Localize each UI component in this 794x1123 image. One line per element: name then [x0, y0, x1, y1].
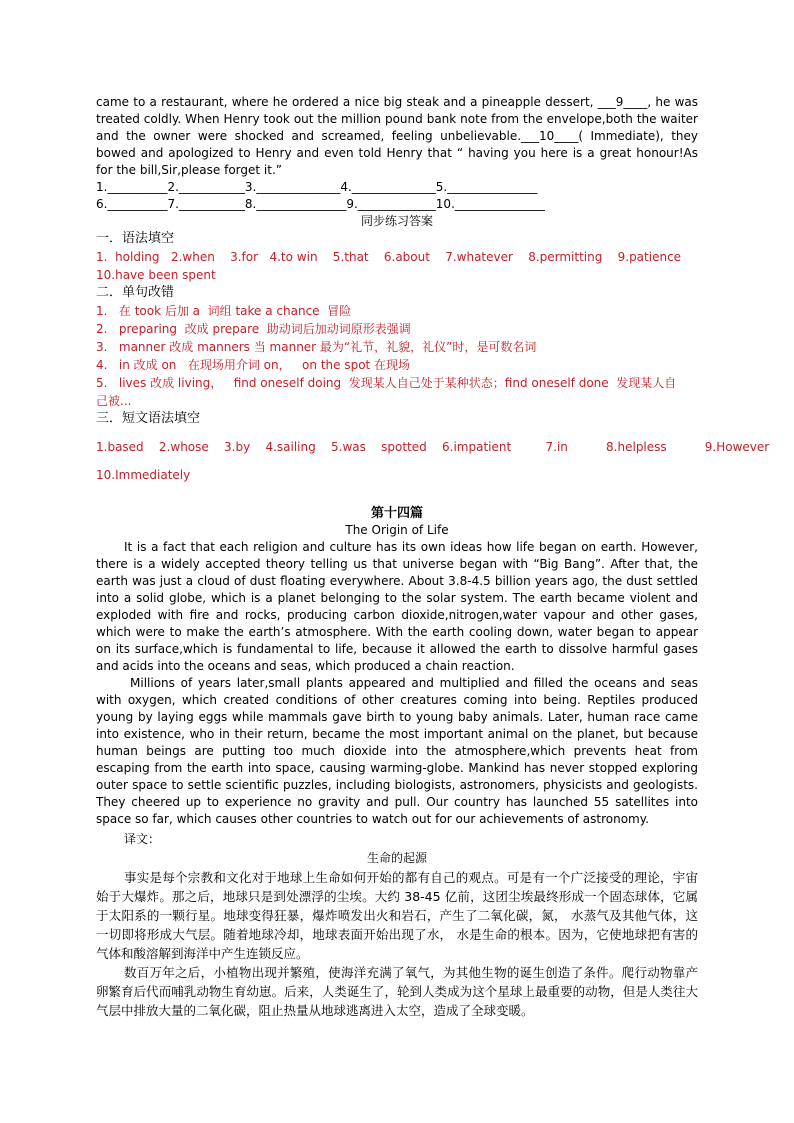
answers-title: 同步练习答案: [360, 214, 433, 228]
article-title: The Origin of Life: [345, 523, 449, 537]
section3-answers-line1: 1.based 2.whose 3.by 4.sailing 5.was spotted 6.impatient 7.in 8.helpless 9.However: [96, 440, 770, 454]
article-paragraph-1: It is a fact that each religion and culture has its own ideas how life began on earth. However, there is a widely accepted theory telling us that universe began with “Big Bang”. After that, the earth was just a cloud of dust floating everywhere. About 3.8-4.5 billion years ago, the dust settled into a solid globe, which is a planet belonging to the solar system. The earth became violent and exploded with fire and rocks, producing carbon dioxide,nitrogen,water vapour and other gases, which were to make the earth’s atmosphere. With the earth cooling down, water began to appear on its surface,which is fundamental to life, because it allowed the earth to dissolve harmful gases and acids into the oceans and seas, which produced a chain reaction.: [96, 540, 698, 673]
document-page: [96, 94, 770, 1020]
translation-paragraph-2: 数百万年之后，小植物出现并繁殖，使海洋充满了氧气，为其他生物的诞生创造了条件。爬行动物靠产卵繁育后代而哺乳动物生育幼崽。后来，人类诞生了，轮到人类成为这个星球上最重要的动物，但是人类往大气层中排放大量的二氧化碳，阻止热量从地球逃离进入太空，造成了全球变暖。: [96, 965, 698, 1018]
section2-item-2: 2. preparing 改成 prepare 助动词后加动词原形表强调: [96, 322, 411, 336]
section3-answers-line2: 10.Immediately: [96, 468, 191, 482]
section1-heading: 一．语法填空: [96, 231, 175, 246]
passage-tail: came to a restaurant, where he ordered a nice big steak and a pineapple dessert, ___9____, he was treated coldly. When Henry took out the million pound bank note from the envelope,both the waiter and the owner were shocked and screamed, feeling unbelievable.___10____( Immediate), they bowed and apologized to Henry and even told Henry that “ having you here is a great honour!As for the bill,Sir,please forget it.”: [96, 95, 698, 177]
article-paragraph-2: Millions of years later,small plants appeared and multiplied and filled the oceans and seas with oxygen, which created conditions of other creatures coming into being. Reptiles produced young by laying eggs while mammals gave birth to young baby animals. Later, human race came into existence, who in their return, became the most important animal on the planet, but because human beings are putting too much dioxide into the atmosphere,which prevents heat from escaping from the earth into space, causing warming-globe. Mankind has never stopped exploring outer space to settle scientific puzzles, including biologists, astronomers, physicists and geologists. They cheered up to experience no gravity and pull. Our country has launched 55 satellites into space so far, which causes other countries to watch out for our achievements of astronomy.: [96, 676, 698, 826]
translation-paragraph-1: 事实是每个宗教和文化对于地球上生命如何开始的都有自己的观点。可是有一个广泛接受的理论，宇宙始于大爆炸。那之后，地球只是到处漂浮的尘埃。大约 38-45 亿前，这团尘埃最终形成一个固态球体，它属于太阳系的一颗行星。地球变得狂暴，爆炸喷发出火和岩石，产生了二氧化碳，氮， 水蒸气及其他气体，这一切即将形成大气层。随着地球冷却，地球表面开始出现了水， 水是生命的根本。因为，它使地球把有害的气体和酸溶解到海洋中产生连锁反应。: [96, 870, 698, 961]
section2-item-5: 5. lives 改成 living， find oneself doing 发现某人自己处于某种状态；find oneself done 发现某人自: [96, 376, 677, 390]
section2-item-4: 4. in 改成 on 在现场用介词 on， on the spot 在现场: [96, 358, 411, 372]
answer-blanks-row-1: 1.__________2.___________3.______________4.______________5._______________: [96, 180, 538, 194]
article-number: 第十四篇: [370, 506, 423, 521]
section3-heading: 三．短文语法填空: [96, 411, 201, 426]
section2-item-5-cont: 己被...: [96, 394, 132, 408]
section1-answers-line2: 10.have been spent: [96, 268, 216, 282]
section2-item-1: 1. 在 took 后加 a 词组 take a chance 冒险: [96, 304, 352, 318]
translation-label: 译文：: [124, 832, 161, 846]
translation-title: 生命的起源: [366, 851, 427, 865]
section2-heading: 二．单句改错: [96, 285, 175, 300]
answer-blanks-row-2: 6.__________7.___________8._______________9._____________10._______________: [96, 197, 545, 211]
section1-answers-line1: 1. holding 2.when 3.for 4.to win 5.that 6.about 7.whatever 8.permitting 9.patience: [96, 250, 682, 264]
section2-item-3: 3. manner 改成 manners 当 manner 最为“礼节，礼貌，礼仪”时，是可数名词: [96, 340, 537, 354]
